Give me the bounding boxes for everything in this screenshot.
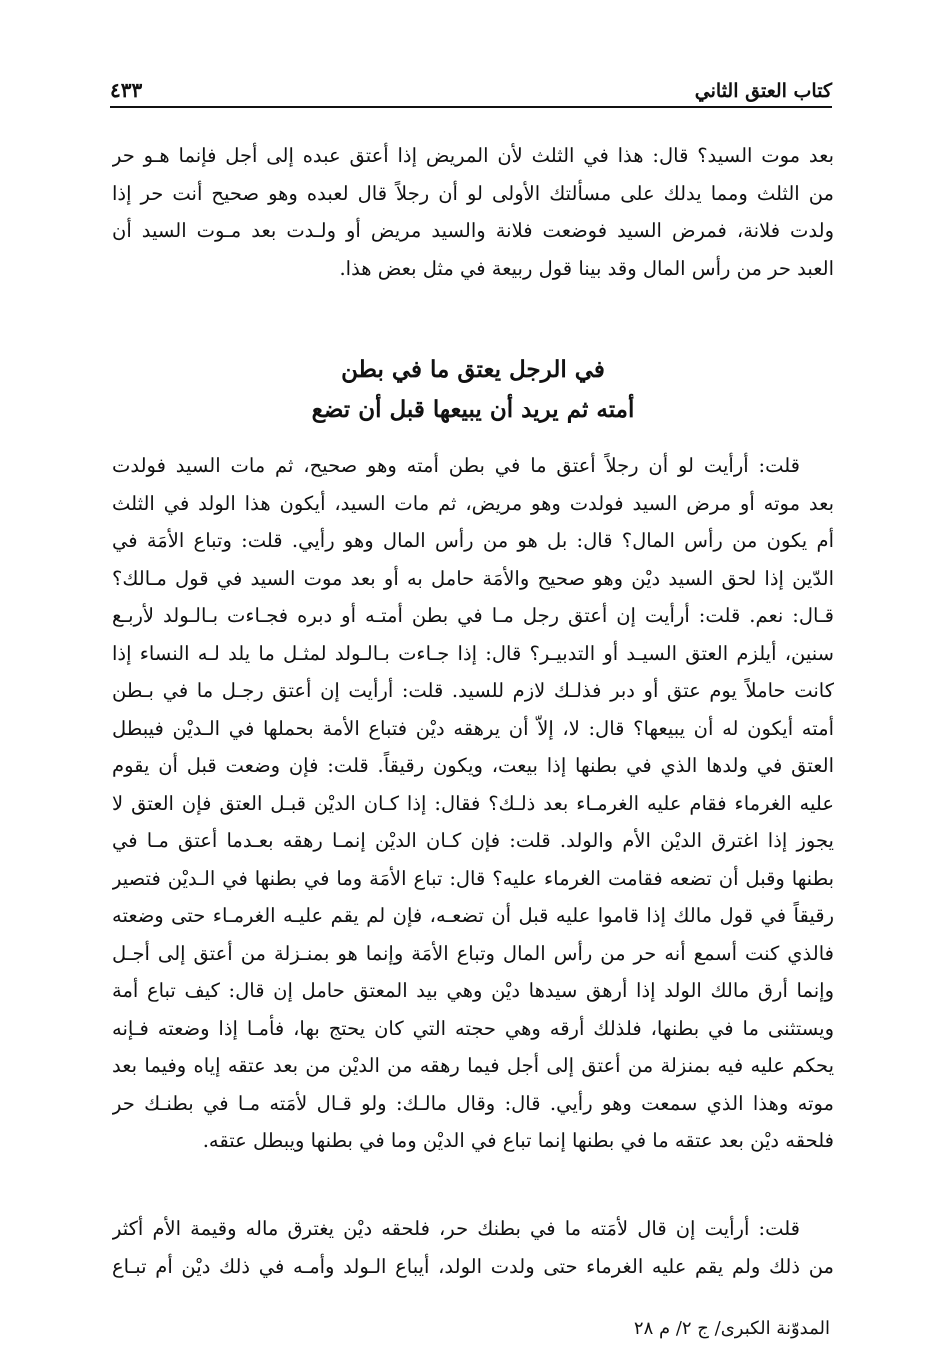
- text-line: قلت: أرأيت إن قال لأمَته ما في بطنك حر، فلحقه ديْن يغترق ماله وقيمة الأم أكثر: [112, 1217, 800, 1240]
- text-line: من ذلك ولم يقم عليه الغرماء حتى ولدت الولد، أيباع الـولد وأمـه في ذلك ديْن أم تبـاع: [112, 1254, 834, 1278]
- text-line: سنين، أيلزم العتق السيـد أو التدبيـر؟ قال: إذا جـاءت بـالـولد لمثـل ما يلد لـه النساء إذا: [112, 641, 834, 665]
- text-line: كانت حاملاً يوم عتق أو دبر فذلـك لازم للسيد. قلت: أرأيت إن أعتق رجـل ما في بـطن: [112, 679, 834, 702]
- text-line: بعد موته أو مرض السيد فولدت وهو مريض، ثم مات السيد، أيكون هذا الولد في الثلث: [112, 491, 834, 515]
- text-line: رقيقاً في قول مالك إذا قاموا عليه قبل أن تضعـه، فإن لم يقم عليـه الغرمـاء حتى وضعته: [112, 904, 834, 927]
- paragraph-next: [112, 1210, 834, 1285]
- text-line: بطنها وقبل أن تضعه فقامت الغرماء عليه؟ قال: تباع الأمَة وما في بطنها في الـديْن فتصير: [112, 866, 834, 890]
- text-line: ويستثنى ما في بطنها، فلذلك أرقه وهي حجته التي كان يحتج بها، فأمـا إذا وضعته فـإنه: [112, 1016, 834, 1040]
- footer-signature: المدوّنة الكبرى/ ج ٢/ م ٢٨: [633, 1318, 830, 1339]
- page-number: ٤٣٣: [110, 78, 143, 102]
- text-line: فلحقه ديْن بعد عتقه ما في بطنها إنما تباع في الديْن وما في بطنها ويبطل عتقه.: [202, 1129, 834, 1152]
- text-line: أم يكون من رأس المال؟ قال: بل هو من رأس المال وهو رأيي. قلت: وتباع الأمَة في: [112, 529, 834, 552]
- paragraph-main: [112, 447, 834, 1160]
- text-line: بعد موت السيد؟ قال: هذا في الثلث لأن المريض إذا أعتق عبده إلى أجل فإنما هـو حر: [112, 144, 834, 167]
- text-line: موته وهذا الذي سمعت وهو رأيي. قال: وقال مالـك: ولو قـال لأمَته مـا في بطنـك حر: [112, 1091, 834, 1115]
- paragraph-continuation: [112, 137, 834, 287]
- text-line: من الثلث ومما يدلك على مسألتك الأولى لو أن رجلاً قال لعبده وهو صحيح أنت حر إذا: [112, 181, 834, 205]
- heading-line-1: في الرجل يعتق ما في بطن: [341, 356, 605, 383]
- text-line: يجوز إذا اغترق الديْن الأم والولد. قلت: فإن كـان الديْن إنمـا رهقه بعـدما أعتق مـا في: [112, 829, 834, 852]
- text-line: العبد حر من رأس المال وقد بينا قول ربيعة في مثل بعض هذا.: [339, 256, 834, 280]
- text-line: أمته أيكون له أن يبيعها؟ قال: لا، إلاّ أن يرهقه ديْن فتباع الأمة بحملها في الـديْن فيبطل: [112, 716, 834, 740]
- text-line: وإنما أرق مالك الولد إذا أرهق سيدها ديْن وهي بيد المعتق حامل إن قال: كيف تباع أمة: [112, 979, 834, 1002]
- running-header: [110, 72, 832, 108]
- text-line: عليه الغرماء فقام عليه الغرمـاء بعد ذلـك؟ فقال: إذا كـان الديْن قبـل العتق فإن العتق لا: [112, 791, 834, 815]
- chapter-title: كتاب العتق الثاني: [694, 80, 832, 102]
- text-line: العتق في ولدها الذي في بطنها إذا بيعت، ويكون رقيقاً. قلت: فإن وضعت قبل أن يقوم: [112, 754, 834, 777]
- text-line: يحكم عليه فيه بمنزلة من أعتق إلى أجل فيما رهقه من الديْن من بعد عتقه إياه وفيما بعد: [112, 1054, 834, 1077]
- heading-line-2: أمته ثم يريد أن يبيعها قبل أن تضع: [311, 396, 635, 423]
- text-line: الدّين إذا لحق السيد ديْن وهو صحيح والأمَة حامل به أو بعد موت السيد في قول مـالك؟: [112, 566, 834, 590]
- text-line: ولدت فلانة، فمرض السيد فوضعت فلانة والسيد مريض أو ولـدت بعد مـوت السيد أن: [112, 219, 834, 242]
- text-line: فالذي كنت أسمع أنه حر من رأس المال وتباع الأمَة وإنما هو بمنـزلة من أعتق إلى أجـل: [112, 941, 834, 965]
- section-heading: [112, 350, 834, 430]
- text-line: قـال: نعم. قلت: أرأيت إن أعتق رجل مـا في بطن أمتـه أو دبره فجـاءت بـالـولد لأربـع: [112, 604, 834, 627]
- text-line: قلت: أرأيت لو أن رجلاً أعتق ما في بطن أمته وهو صحيح، ثم مات السيد فولدت: [112, 454, 800, 477]
